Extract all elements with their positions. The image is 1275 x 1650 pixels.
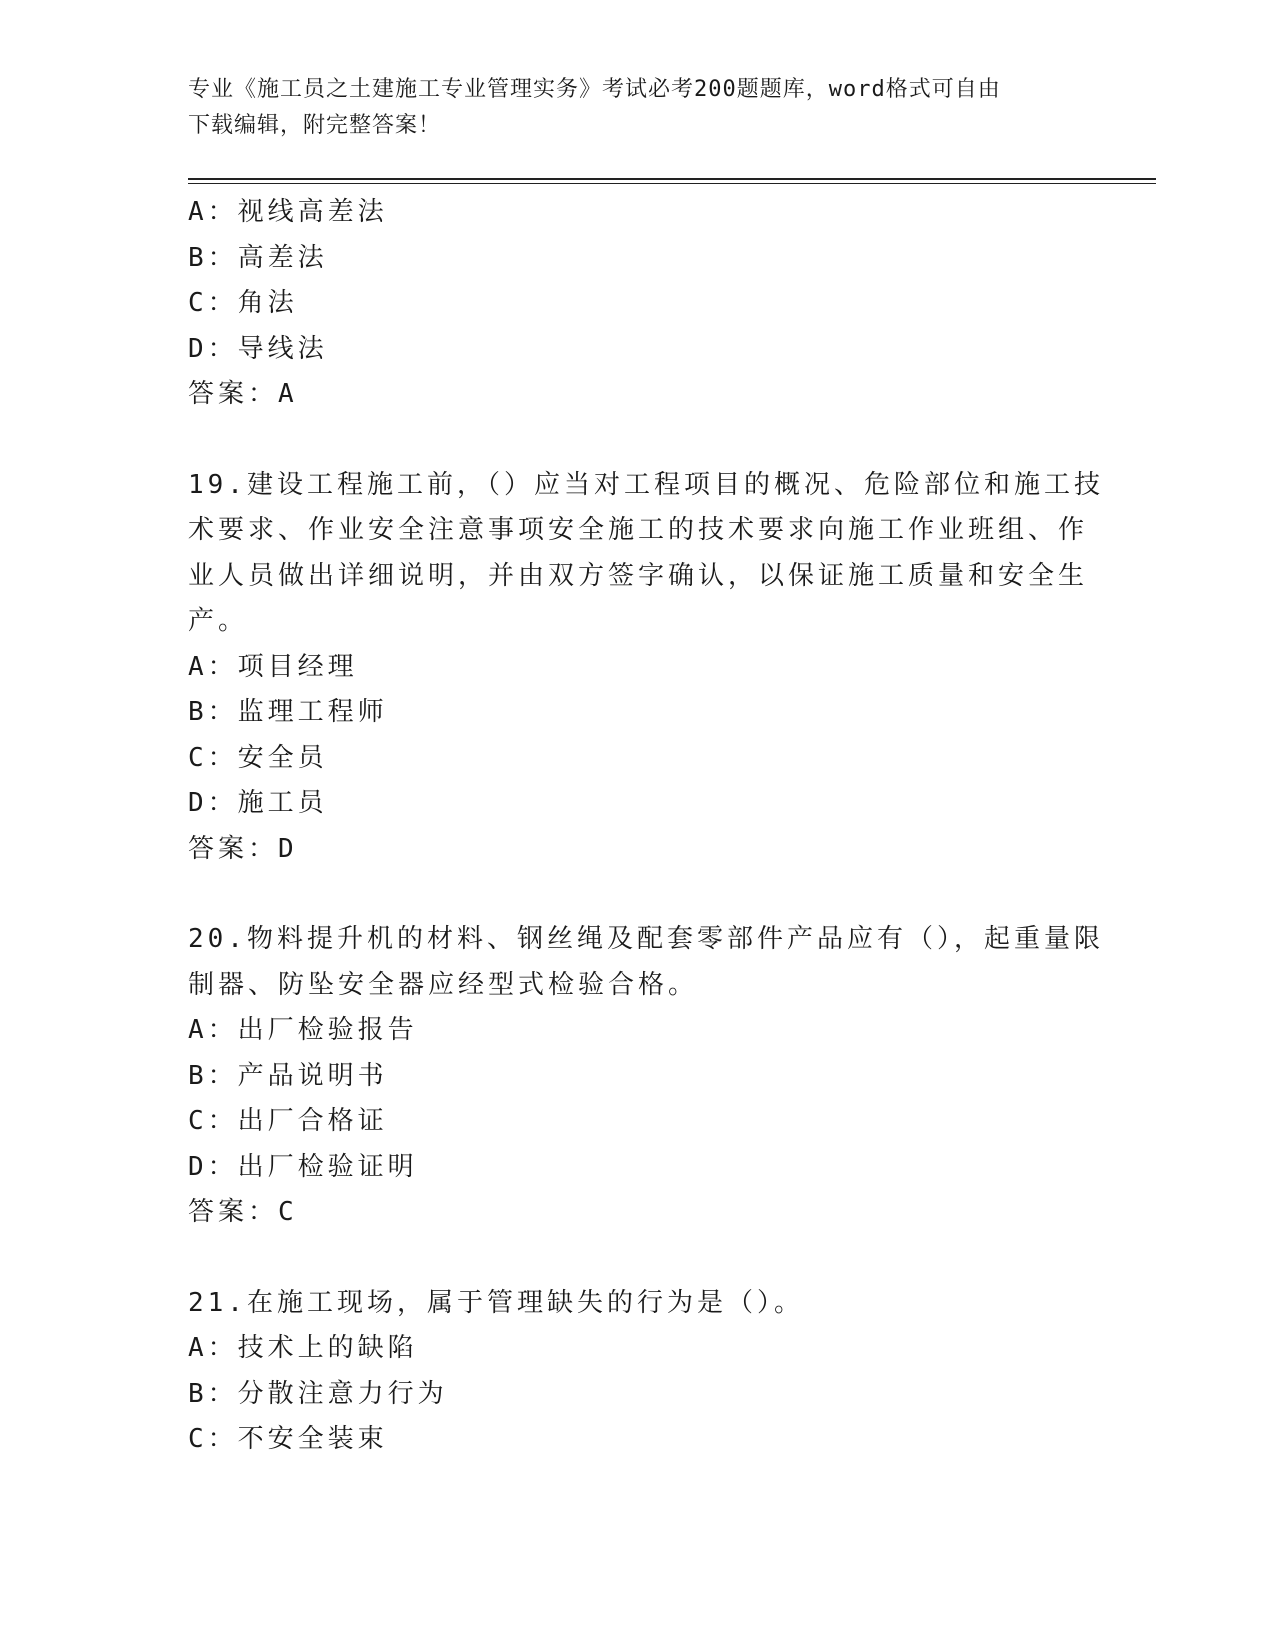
question-text-line: 术要求、作业安全注意事项安全施工的技术要求向施工作业班组、作 (188, 515, 1089, 545)
option-d: D：出厂检验证明 (188, 1151, 418, 1182)
option-c: C：安全员 (188, 742, 328, 773)
header-line-2: 下载编辑，附完整答案！ (188, 113, 442, 138)
option-b: B：分散注意力行为 (188, 1378, 448, 1409)
question-text-line: 20.物料提升机的材料、钢丝绳及配套零部件产品应有（），起重量限 (188, 924, 1104, 954)
question-18 (188, 190, 1088, 418)
option-d: D：施工员 (188, 788, 328, 818)
answer: 答案：A (188, 379, 298, 409)
question-list (188, 190, 1104, 1463)
option-d: D：导线法 (188, 333, 328, 364)
option-b: B：监理工程师 (188, 697, 388, 727)
header-divider-thin (188, 183, 1156, 184)
answer: 答案：D (188, 833, 298, 864)
option-b: B：高差法 (188, 242, 328, 273)
answer: 答案：C (188, 1197, 298, 1227)
question-text-line: 业人员做出详细说明，并由双方签字确认，以保证施工质量和安全生 (188, 560, 1089, 591)
document-header (188, 72, 1088, 144)
spacer (188, 418, 1088, 463)
header-line-1: 专业《施工员之土建施工专业管理实务》考试必考200题题库，word格式可自由 (188, 77, 1001, 102)
spacer (188, 872, 1088, 917)
option-a: A：视线高差法 (188, 197, 388, 227)
spacer (188, 1236, 1088, 1281)
question-21 (188, 1281, 1088, 1463)
question-text-line: 21.在施工现场，属于管理缺失的行为是（）。 (188, 1287, 804, 1318)
question-19 (188, 463, 1104, 873)
option-a: A：技术上的缺陷 (188, 1333, 418, 1363)
option-a: A：出厂检验报告 (188, 1015, 418, 1045)
question-text-line: 产。 (188, 606, 249, 636)
option-c: C：角法 (188, 288, 298, 318)
question-text-line: 19.建设工程施工前，（）应当对工程项目的概况、危险部位和施工技 (188, 469, 1104, 500)
option-c: C：出厂合格证 (188, 1106, 388, 1136)
option-b: B：产品说明书 (188, 1060, 388, 1091)
option-c: C：不安全装束 (188, 1424, 388, 1454)
question-20 (188, 917, 1104, 1236)
question-text-line: 制器、防坠安全器应经型式检验合格。 (188, 969, 699, 1000)
option-a: A：项目经理 (188, 651, 358, 682)
header-divider-thick (188, 178, 1156, 180)
